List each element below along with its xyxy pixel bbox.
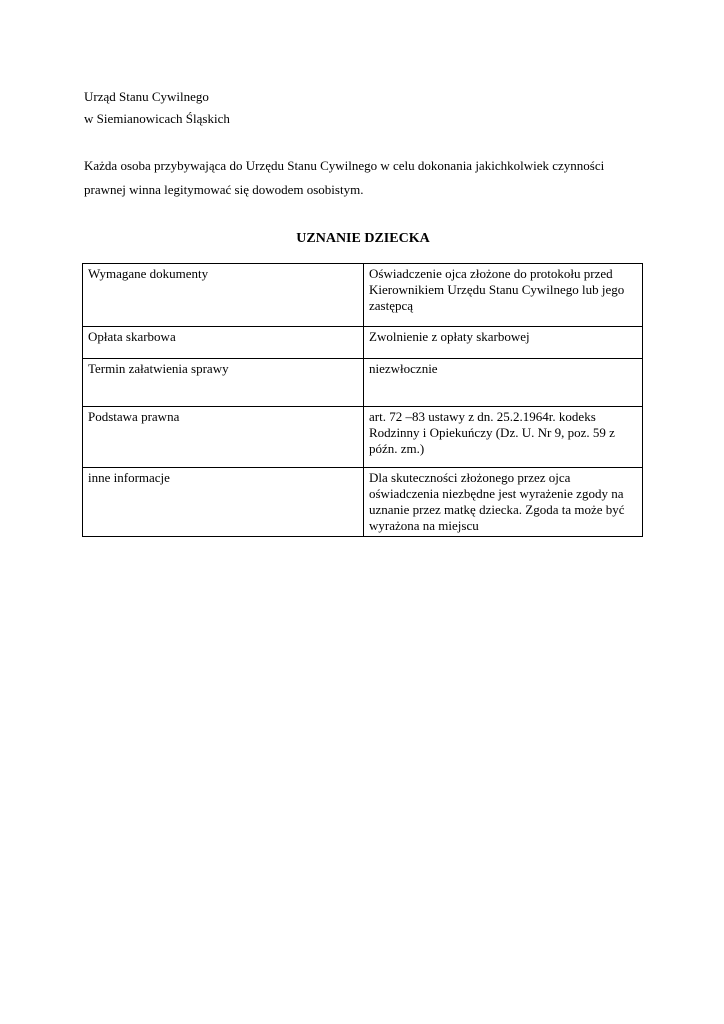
- table-row: [83, 359, 643, 407]
- row-label: inne informacje: [83, 468, 364, 537]
- value-line: Rodzinny i Opiekuńczy (Dz. U. Nr 9, poz. 59 z: [369, 425, 615, 440]
- table-row: [83, 468, 643, 537]
- row-value: [364, 407, 643, 468]
- value-line: Kierownikiem Urzędu Stanu Cywilnego lub jego: [369, 282, 625, 297]
- office-location: w Siemianowicach Śląskich: [84, 111, 230, 126]
- row-value: [364, 359, 643, 407]
- row-label: Opłata skarbowa: [83, 327, 364, 359]
- value-line: wyrażona na miejscu: [369, 518, 479, 533]
- notice-line-1: Każda osoba przybywająca do Urzędu Stanu Cywilnego w celu dokonania jakichkolwiek czynności: [84, 158, 605, 173]
- row-label: Termin załatwienia sprawy: [83, 359, 364, 407]
- notice-line-2: prawnej winna legitymować się dowodem osobistym.: [84, 182, 364, 197]
- office-name: Urząd Stanu Cywilnego: [84, 89, 209, 104]
- row-label: Podstawa prawna: [83, 407, 364, 468]
- value-line: Oświadczenie ojca złożone do protokołu przed: [369, 266, 613, 281]
- row-label: Wymagane dokumenty: [83, 264, 364, 327]
- row-value: [364, 468, 643, 537]
- value-line: późn. zm.): [369, 441, 425, 456]
- value-line: zastępcą: [369, 298, 414, 313]
- value-line: art. 72 –83 ustawy z dn. 25.2.1964r. kodeks: [369, 409, 596, 424]
- requirements-table: [82, 263, 643, 537]
- row-value: [364, 327, 643, 359]
- value-line: niezwłocznie: [369, 361, 438, 376]
- row-value: [364, 264, 643, 327]
- value-line: Dla skuteczności złożonego przez ojca: [369, 470, 571, 485]
- value-line: Zwolnienie z opłaty skarbowej: [369, 329, 530, 344]
- document-title: UZNANIE DZIECKA: [296, 231, 430, 246]
- office-header: [84, 86, 230, 130]
- table-row: [83, 407, 643, 468]
- identity-notice: [84, 154, 644, 202]
- value-line: oświadczenia niezbędne jest wyrażenie zgody na: [369, 486, 624, 501]
- table-row: [83, 327, 643, 359]
- value-line: uznanie przez matkę dziecka. Zgoda ta może być: [369, 502, 625, 517]
- table-row: [83, 264, 643, 327]
